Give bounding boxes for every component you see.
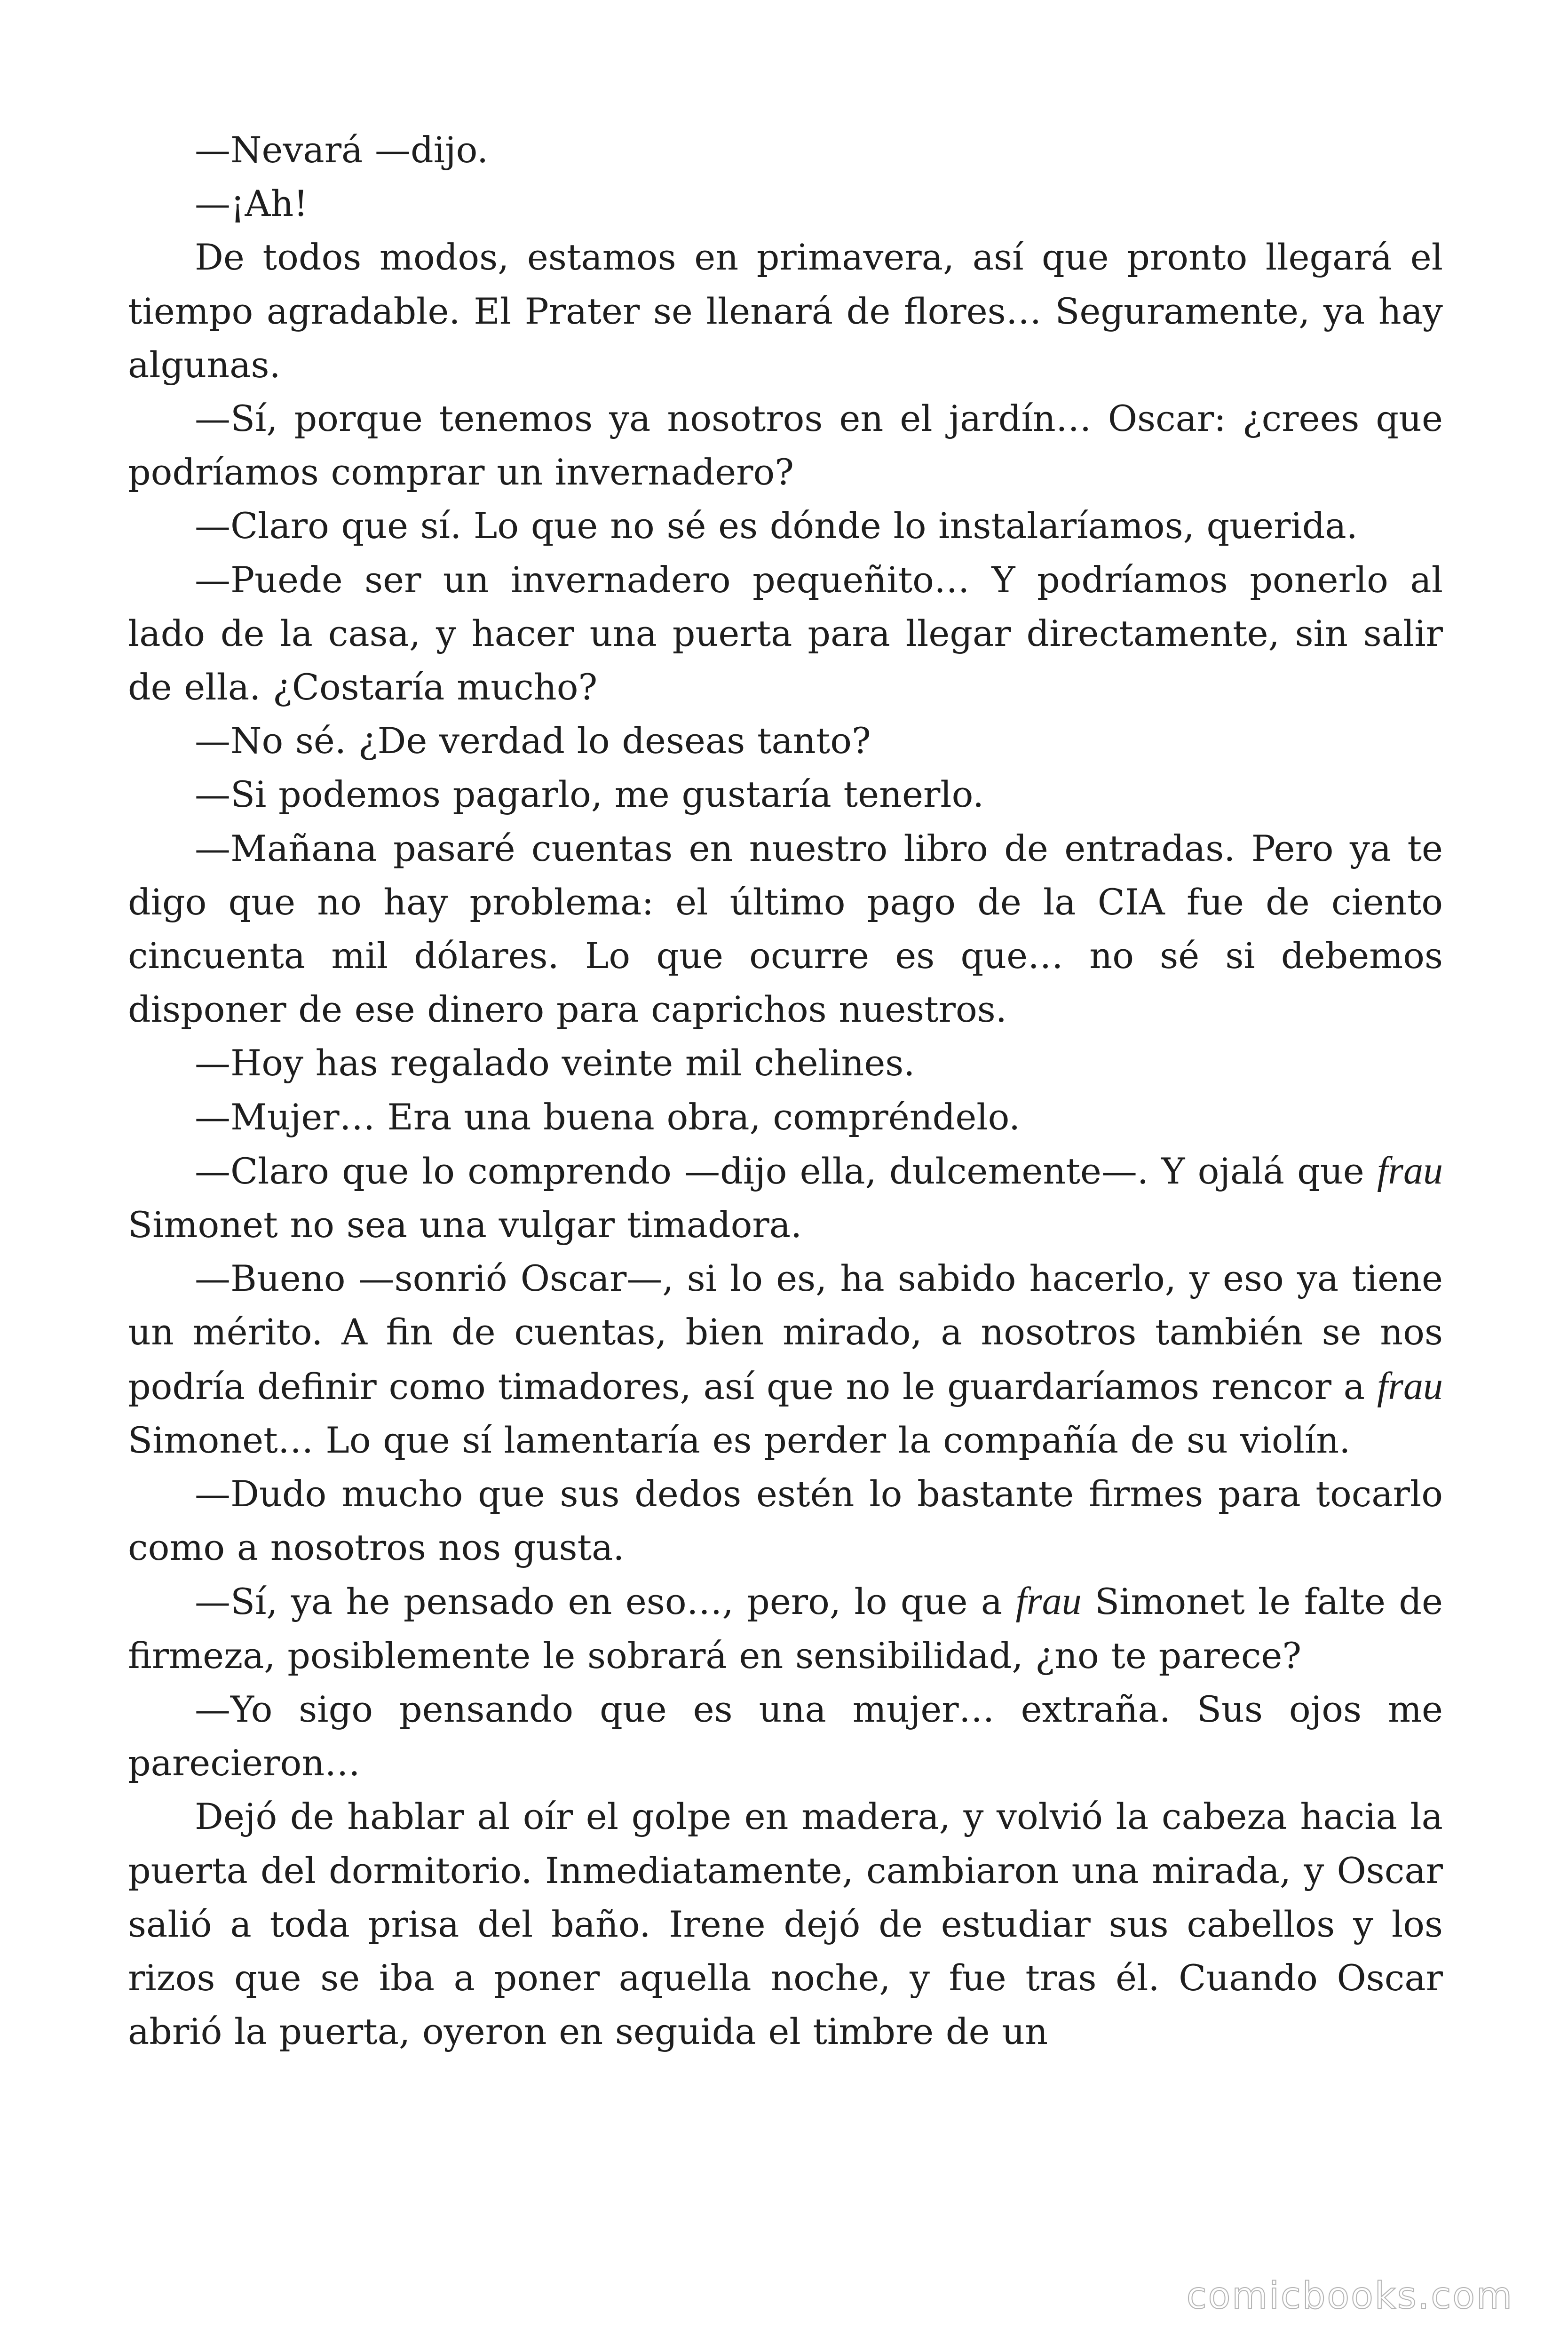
paragraph	[128, 1036, 1443, 1090]
text-run: De todos modos, estamos en primavera, así que pronto llegará el tiempo agradable. El Prater se llenará de flores… Seguramente, ya hay algunas.	[128, 236, 1443, 386]
paragraph	[128, 768, 1443, 821]
text-run: —Si podemos pagarlo, me gustaría tenerlo.	[195, 773, 984, 816]
text-run: —Sí, porque tenemos ya nosotros en el jardín… Oscar: ¿crees que podríamos comprar un invernadero?	[128, 397, 1443, 493]
text-run: —Mujer… Era una buena obra, compréndelo.	[195, 1096, 1021, 1138]
paragraph	[128, 714, 1443, 768]
paragraph	[128, 499, 1443, 553]
paragraph	[128, 822, 1443, 1037]
text-run: —Hoy has regalado veinte mil chelines.	[195, 1042, 915, 1084]
text-run: —Puede ser un invernadero pequeñito… Y podríamos ponerlo al lado de la casa, y hacer una puerta para llegar directamente, sin salir de ella. ¿Costaría mucho?	[128, 558, 1443, 708]
text-run: —Nevará —dijo.	[195, 129, 489, 171]
paragraph	[128, 1790, 1443, 2058]
paragraph	[128, 392, 1443, 499]
text-run: —Mañana pasaré cuentas en nuestro libro de entradas. Pero ya te digo que no hay problema: el último pago de la CIA fue de ciento cincuenta mil dólares. Lo que ocurre es que… no sé si debemos disponer de ese dinero para caprichos nuestros.	[128, 827, 1443, 1031]
text-run: Simonet no sea una vulgar timadora.	[128, 1204, 802, 1246]
text-run: Dejó de hablar al oír el golpe en madera, y volvió la cabeza hacia la puerta del dormitorio. Inmediatamente, cambiaron una mirada, y Oscar salió a toda prisa del baño. Irene dejó de estudiar sus cabellos y los rizos que se iba a poner aquella noche, y fue tras él. Cuando Oscar abrió la puerta, oyeron en seguida el timbre de un	[128, 1796, 1443, 2053]
text-run: —Sí, ya he pensado en eso…, pero, lo que a	[195, 1581, 1016, 1623]
text-run: Simonet… Lo que sí lamentaría es perder la compañía de su violín.	[128, 1419, 1351, 1461]
text-run: —No sé. ¿De verdad lo deseas tanto?	[195, 720, 871, 762]
text-run: —Yo sigo pensando que es una mujer… extraña. Sus ojos me parecieron…	[128, 1688, 1443, 1784]
paragraph	[128, 230, 1443, 392]
text-run: —Claro que sí. Lo que no sé es dónde lo instalaríamos, querida.	[195, 505, 1358, 547]
text-run: —¡Ah!	[195, 183, 308, 225]
italic-word: frau	[1015, 1579, 1082, 1623]
text-run: —Bueno —sonrió Oscar—, si lo es, ha sabido hacerlo, y eso ya tiene un mérito. A fin de cuentas, bien mirado, a nosotros también se nos podría definir como timadores, así que no le guardaríamos rencor a	[128, 1257, 1443, 1407]
paragraph	[128, 553, 1443, 715]
paragraph	[128, 177, 1443, 230]
paragraph	[128, 1144, 1443, 1252]
text-run: Simonet le falte de firmeza, posiblemente le sobrará en sensibilidad, ¿no te parece?	[128, 1581, 1443, 1677]
paragraph	[128, 1574, 1443, 1682]
page-text	[128, 123, 1443, 2058]
paragraph	[128, 1683, 1443, 1790]
watermark-text: comicbooks.com	[1186, 2275, 1513, 2317]
paragraph	[128, 1090, 1443, 1144]
text-run: —Dudo mucho que sus dedos estén lo bastante firmes para tocarlo como a nosotros nos gusta.	[128, 1473, 1443, 1569]
paragraph	[128, 1252, 1443, 1467]
paragraph	[128, 123, 1443, 177]
text-run: —Claro que lo comprendo —dijo ella, dulcemente—. Y ojalá que	[195, 1150, 1377, 1192]
paragraph	[128, 1467, 1443, 1574]
italic-word: frau	[1377, 1364, 1443, 1408]
italic-word: frau	[1377, 1148, 1443, 1192]
